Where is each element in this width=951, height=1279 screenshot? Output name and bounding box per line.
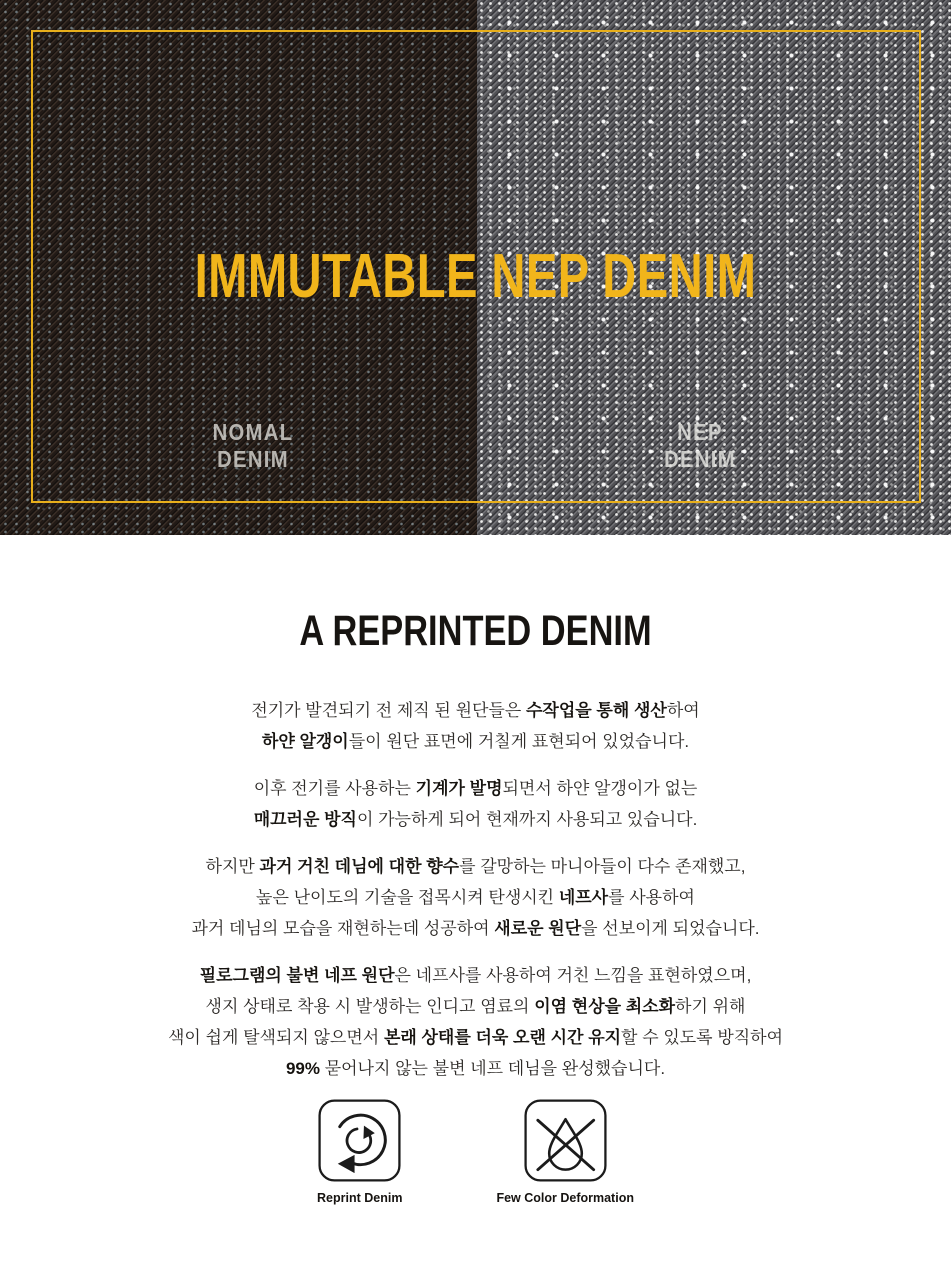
paragraph-line: [0, 991, 951, 1022]
text-segment: 을 선보이게 되었습니다.: [581, 919, 760, 938]
paragraph-line: [0, 695, 951, 726]
article-paragraphs: [0, 695, 951, 1084]
text-segment: 과거 데님의 모습을 재현하는데 성공하여: [191, 919, 495, 938]
text-segment: 생지 상태로 착용 시 발생하는 인디고 염료의: [205, 997, 535, 1016]
feature-badges: [0, 1099, 951, 1205]
text-segment-bold: 본래 상태를 더욱 오랜 시간 유지: [383, 1028, 622, 1047]
text-segment-bold: 과거 거친 데님에 대한 향수: [259, 857, 460, 876]
text-segment: 들이 원단 표면에 거칠게 표현되어 있었습니다.: [348, 732, 690, 751]
text-segment: 이후 전기를 사용하는: [253, 779, 416, 798]
normal-denim-label: [183, 419, 324, 473]
few-color-deformation-badge-label: Few Color Deformation: [496, 1191, 634, 1205]
text-segment: 색이 쉽게 탈색되지 않으면서: [167, 1028, 384, 1047]
reprint-denim-badge: [317, 1099, 402, 1205]
text-segment-bold: 99%: [285, 1059, 320, 1078]
paragraph: [0, 851, 951, 944]
no-color-bleed-icon: [524, 1099, 607, 1182]
paragraph-line: [0, 1053, 951, 1084]
text-segment: 하여: [666, 701, 700, 720]
text-segment: 전기가 발견되기 전 제직 된 원단들은: [251, 701, 526, 720]
text-segment-bold: 수작업을 통해 생산: [525, 701, 667, 720]
few-color-deformation-badge: [496, 1099, 634, 1205]
text-segment: 높은 난이도의 기술을 접목시켜 탄생시킨: [256, 888, 559, 907]
article-section: [0, 535, 951, 1205]
reprint-cycle-icon: [318, 1099, 401, 1182]
text-segment: 하지만: [205, 857, 260, 876]
text-segment-bold: 하얀 알갱이: [261, 732, 349, 751]
paragraph-line: [0, 804, 951, 835]
paragraph: [0, 960, 951, 1084]
paragraph-line: [0, 913, 951, 944]
hero-title: IMMUTABLE NEP DENIM: [194, 241, 757, 311]
paragraph: [0, 773, 951, 835]
text-segment-bold: 이염 현상을 최소화: [534, 997, 676, 1016]
normal-denim-label-line2: DENIM: [217, 446, 289, 472]
paragraph-line: [0, 726, 951, 757]
text-segment-bold: 기계가 발명: [415, 779, 503, 798]
nep-denim-label-line1: NEP: [677, 419, 723, 445]
paragraph-line: [0, 851, 951, 882]
text-segment-bold: 필로그램의 불변 네프 원단: [199, 966, 395, 985]
nep-denim-label-line2: DENIM: [664, 446, 736, 472]
article-heading: A REPRINTED DENIM: [299, 607, 652, 655]
paragraph-line: [0, 773, 951, 804]
paragraph: [0, 695, 951, 757]
text-segment: 를 갈망하는 마니아들이 다수 존재했고,: [459, 857, 746, 876]
paragraph-line: [0, 960, 951, 991]
normal-denim-label-line1: NOMAL: [212, 419, 294, 445]
text-segment-bold: 새로운 원단: [494, 919, 582, 938]
text-segment: 할 수 있도록 방직하여: [621, 1028, 784, 1047]
nep-denim-label: [630, 419, 771, 473]
text-segment: 묻어나지 않는 불변 네프 데님을 완성했습니다.: [319, 1059, 666, 1078]
text-segment: 를 사용하여: [608, 888, 695, 907]
reprint-denim-badge-label: Reprint Denim: [317, 1191, 403, 1205]
text-segment: 되면서 하얀 알갱이가 없는: [502, 779, 698, 798]
hero-denim-comparison: [0, 0, 951, 535]
text-segment: 은 네프사를 사용하여 거친 느낌을 표현하였으며,: [394, 966, 752, 985]
text-segment: 이 가능하게 되어 현재까지 사용되고 있습니다.: [356, 810, 698, 829]
paragraph-line: [0, 882, 951, 913]
paragraph-line: [0, 1022, 951, 1053]
text-segment-bold: 네프사: [558, 888, 609, 907]
text-segment: 하기 위해: [675, 997, 746, 1016]
text-segment-bold: 매끄러운 방직: [253, 810, 357, 829]
